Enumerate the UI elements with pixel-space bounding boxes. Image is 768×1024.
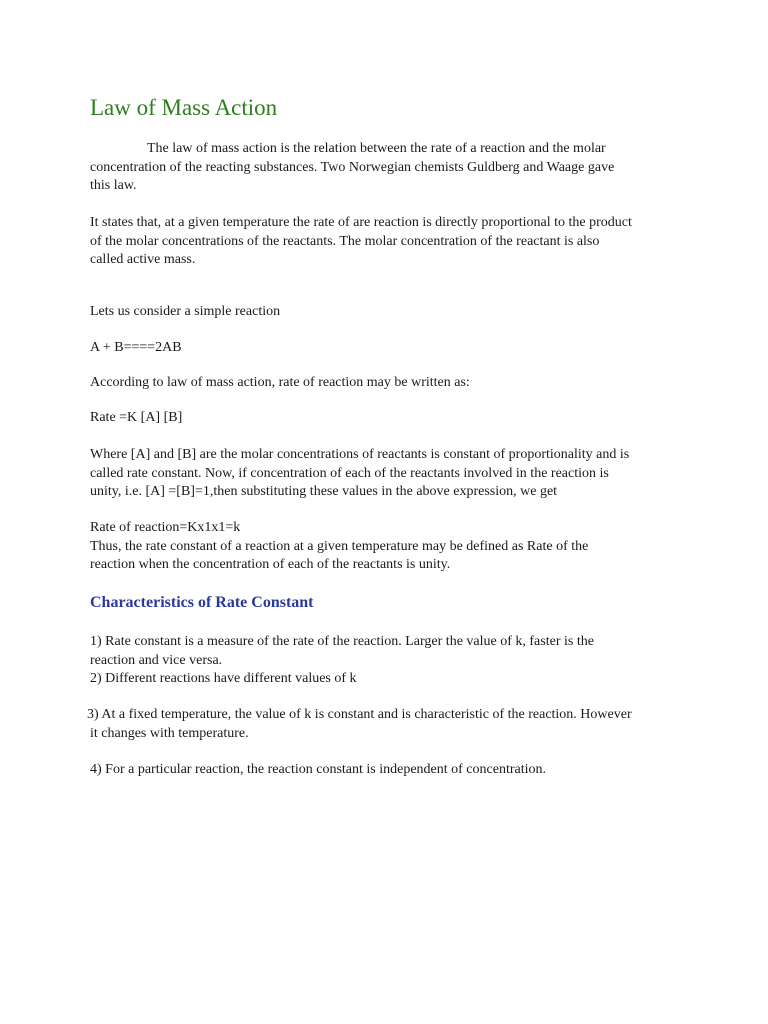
statement-line-2: of the molar concentrations of the reactants. The molar concentration of the reactant is also: [90, 233, 600, 249]
thus-line-2: reaction when the concentration of each of the reactants is unity.: [90, 557, 451, 573]
point-4-line: 4) For a particular reaction, the reaction constant is independent of concentration.: [90, 762, 546, 777]
intro-line-3: this law.: [90, 178, 137, 194]
where-line-1: Where [A] and [B] are the molar concentrations of reactants is constant of proportionality and is: [90, 447, 630, 462]
point-1-2: [90, 633, 680, 689]
point-1-line-1: 1) Rate constant is a measure of the rate of the reaction. Larger the value of k, faster is the: [90, 634, 594, 649]
point-4: [90, 761, 680, 780]
page-title: Law of Mass Action: [90, 95, 278, 120]
intro-line-1: The law of mass action is the relation between the rate of a reaction and the molar: [147, 141, 606, 156]
statement-paragraph: [90, 214, 680, 270]
intro-paragraph: [90, 140, 680, 196]
point-3-line-2: it changes with temperature.: [90, 725, 249, 741]
intro-line-2: concentration of the reacting substances. Two Norwegian chemists Guldberg and Waage gave: [90, 159, 615, 175]
where-line-2: called rate constant. Now, if concentration of each of the reactants involved in the reaction is: [90, 465, 609, 481]
section-heading: Characteristics of Rate Constant: [90, 594, 314, 611]
reaction-equation: A + B====2AB: [90, 340, 182, 355]
rate-expression: Rate =K [A] [B]: [90, 410, 183, 425]
rate-of-reaction-line: Rate of reaction=Kx1x1=k: [90, 520, 241, 535]
statement-line-3: called active mass.: [90, 252, 196, 268]
rate-of-reaction-paragraph: [90, 519, 680, 575]
point-3: [87, 706, 677, 743]
where-paragraph: [90, 446, 680, 502]
point-2-line: 2) Different reactions have different values of k: [90, 671, 357, 687]
point-3-line-1: 3) At a fixed temperature, the value of k is constant and is characteristic of the reaction. However: [87, 707, 632, 722]
point-1-line-2: reaction and vice versa.: [90, 652, 223, 668]
statement-line-1: It states that, at a given temperature the rate of are reaction is directly proportional to the product: [90, 215, 632, 230]
thus-line-1: Thus, the rate constant of a reaction at a given temperature may be defined as Rate of the: [90, 538, 589, 554]
consider-paragraph: Lets us consider a simple reaction: [90, 304, 281, 319]
where-line-3: unity, i.e. [A] =[B]=1,then substituting these values in the above expression, we get: [90, 484, 558, 500]
according-paragraph: According to law of mass action, rate of reaction may be written as:: [90, 375, 470, 390]
